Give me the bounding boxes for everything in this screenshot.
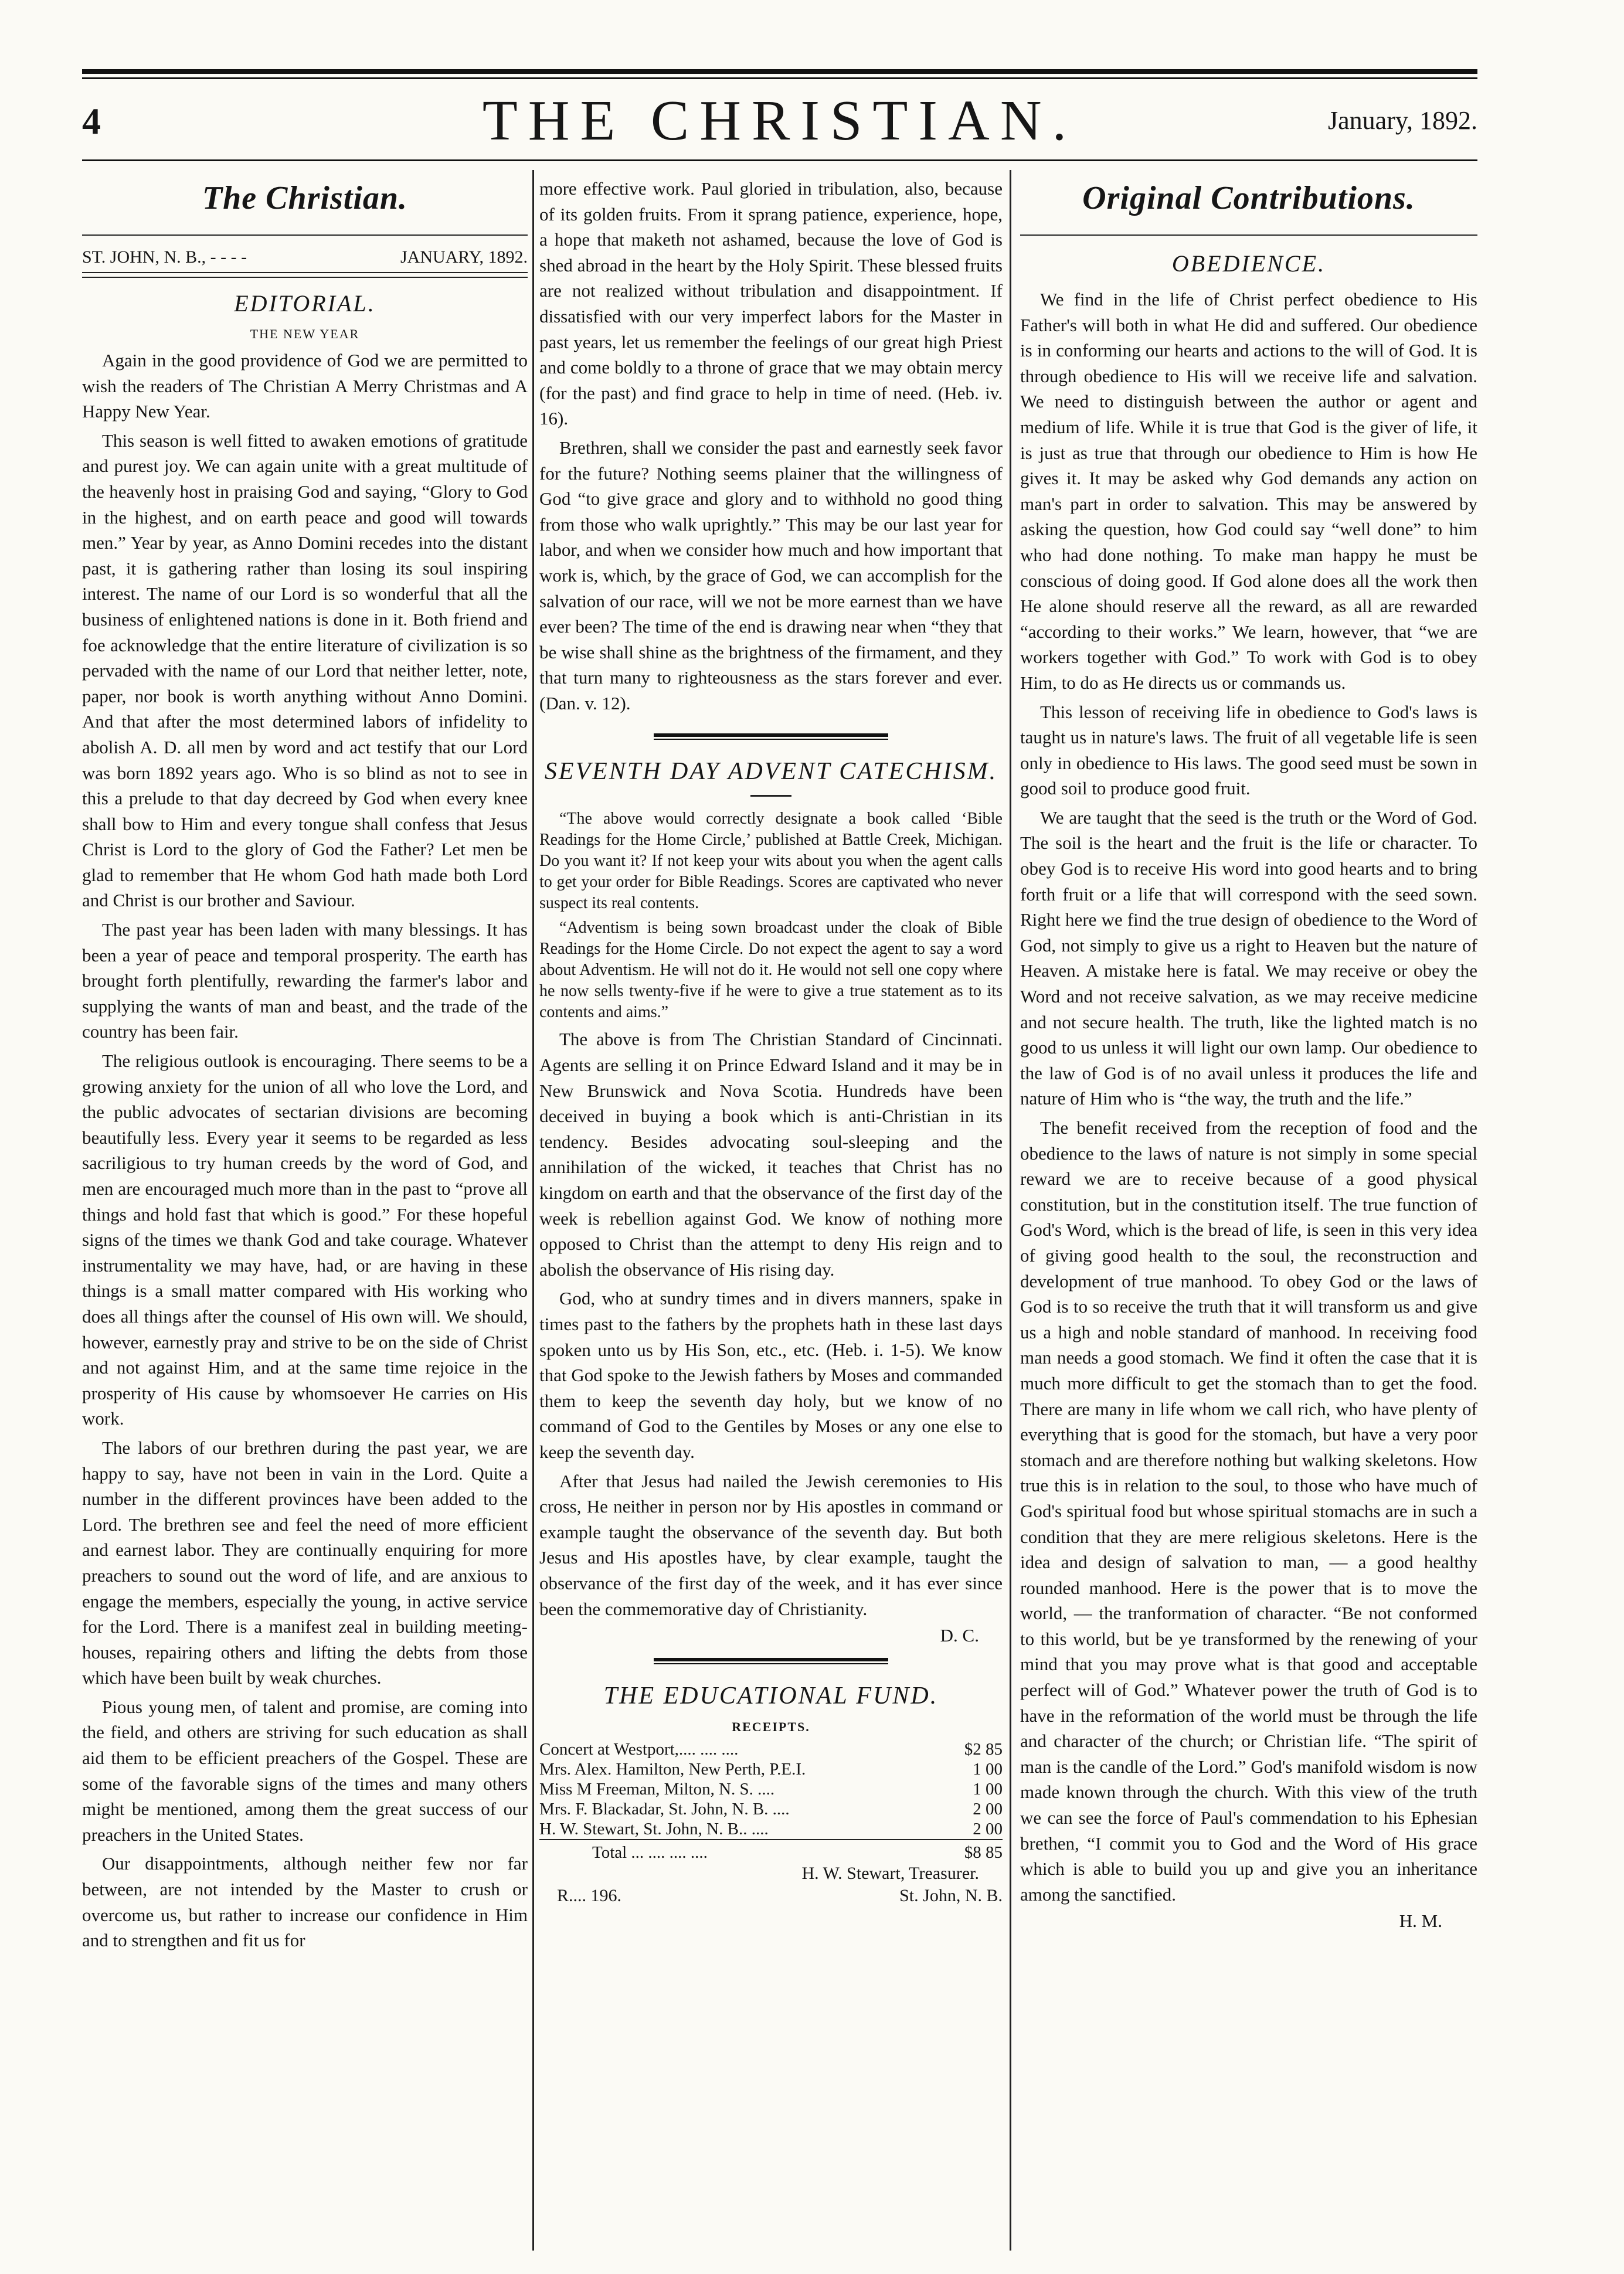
fund-heading: THE EDUCATIONAL FUND. <box>603 1682 939 1710</box>
receipt-amount: $2 85 <box>964 1740 1003 1759</box>
obedience-paragraph: The benefit received from the reception of food and the obedience to the laws of nature is not simply in some special reward we are to receive because of a good physical constitution, but in the constitution itself. The true function of God's Word, which is the bread of life, is seen in this very idea of giving good health to the soul, the reconstruction and development of true manhood. To obey God or the laws of God is to so receive the truth that it will transform us and give us a high and noble standard of manhood. In receiving food man needs a good stomach. We find it often the case that it is much more difficult to get the stomach than to get the food. There are many in life whom we call rich, who have plenty of everything that is good for the stomach, but have a very poor stomach and are therefore nothing but walking skeletons. How true this is in relation to the soul, to those who have much of God's spiritual food but whose spiritual stomachs are in such a condition that they are mere religious skeletons. Here is the idea and design of salvation to man, — a good healthy rounded manhood. Here is the power that is to move the world, — the tranformation of character. “Be not conformed to this world, but be ye transformed by the renewing of your mind that you may prove what is that good and acceptable perfect will of God.” Whatever power the truth of God is to have in the reformation of the world must be through the life and character of the church; or Christian life. “The spirit of man is the candle of the Lord.” God's manifold wisdom is now made known through the church. With this view of the truth we can see the force of Paul's commendation to his Ephesian brethen, “I commit you to God and the Word of His grace which is able to build you up and give you an inheritance among the sanctified. <box>1020 1117 1477 1905</box>
newspaper-title: THE CHRISTIAN. <box>482 89 1078 152</box>
receipt-row <box>539 1739 1003 1759</box>
catechism-paragraph: The above is from The Christian Standard of Cincinnati. Agents are selling it on Prince Edward Island and it may be in New Brunswick and Nova Scotia. Hundreds have been deceived in buying a book which is anti-Christian in its tendency. Besides advocating soul-sleeping and the annihilation of the wicked, it teaches that Christ has no kingdom on earth and that the observance of the first day of the week is rebellion against God. We know of nothing more opposed to Christ than the attempt to deny His reign and to abolish the observance of His rising day. <box>539 1029 1003 1280</box>
nameplate-rule <box>1020 234 1477 236</box>
column-divider-1 <box>532 170 534 2251</box>
dateline-place: ST. JOHN, N. B., - - - - <box>82 247 247 267</box>
editorial-paragraph: Again in the good providence of God we are permitted to wish the readers of The Christian A Merry Christmas and A Happy New Year. <box>82 350 528 422</box>
catechism-signature: D. C. <box>940 1625 979 1646</box>
receipt-name: H. W. Stewart, St. John, N. B.. .... <box>539 1820 769 1839</box>
receipt-amount: 2 00 <box>973 1800 1003 1819</box>
obedience-paragraph: We find in the life of Christ perfect obedience to His Father's will both in what He did and suffered. Our obedience is in conforming our hearts and actions to the will of God. It is through obedience to His will we receive life and salvation. We need to distinguish between the author or agent and medium of life. While it is true that God is the giver of life, it is just as true that through our obedience to Him is how He gives it. It may be asked why God demands any action on man's part in order to salvation. This may be answered by asking the question, how God could say “well done” to him who had done nothing. To make man happy he must be conscious of doing good. If God alone does all the work then He alone should reserve all the reward, as all are rewarded “according to their works.” We learn, however, that “we are workers together with God.” To work with God is to obey Him, to do as He directs us or commands us. <box>1020 289 1477 693</box>
masthead-rule-thin <box>82 77 1477 79</box>
receipts-label: RECEIPTS. <box>732 1719 810 1735</box>
receipt-name: Concert at Westport,.... .... .... <box>539 1740 739 1759</box>
page-number: 4 <box>82 100 101 142</box>
dateline <box>82 244 528 272</box>
masthead-bottom-rule <box>82 159 1477 161</box>
masthead-rule-thick <box>82 69 1477 74</box>
editorial-paragraph: The past year has been laden with many blessings. It has been a year of peace and temporal prosperity. The earth has brought forth plentifully, rewarding the farmer's labor and supplying the wants of man and beast, and the trade of the country has been fair. <box>82 919 528 1042</box>
obedience-paragraph: This lesson of receiving life in obedience to God's laws is taught us in nature's laws. The fruit of all vegetable life is seen only in obedience to His laws. The good seed must be sown in good soil to produce good fruit. <box>1020 701 1477 799</box>
column-3 <box>1020 176 1477 2251</box>
dateline-double-rule <box>82 272 528 278</box>
editorial-paragraph: This season is well fitted to awaken emotions of gratitude and purest joy. We can again unite with a great multitude of the heavenly host in praising God and saying, “Glory to God in the highest, and on earth peace and good will towards men.” Year by year, as Anno Domini recedes into the distant past, it is gathering rather than losing its soul inspiring interest. The name of our Lord is so wonderful that all the business of enlightened nations is done in it. Both friend and foe acknowledge that the entire literature of civilization is so pervaded with the name of our Lord that neither letter, note, paper, nor book is worth anything without Anno Domini. And that after the most determined labors of infidelity to abolish A. D. all men by word and act testify that our Lord was born 1892 years ago. Who is so blind as not to see in this a prelude to that day decreed by God when every knee shall bow to Him and every tongue shall confess that Jesus Christ is Lord to the glory of God the Father? Let men be glad to remember that He whom God hath made both Lord and Christ is our brother and Saviour. <box>82 430 528 911</box>
catechism-heading: SEVENTH DAY ADVENT CATECHISM. <box>544 758 998 786</box>
paper-nameplate: The Christian. <box>202 180 408 216</box>
receipt-total-amount: $8 85 <box>950 1840 1003 1862</box>
obedience-heading: OBEDIENCE. <box>1171 250 1326 277</box>
fund-trailer <box>539 1862 1003 1907</box>
column-divider-2 <box>1010 170 1011 2251</box>
obedience-paragraph: We are taught that the seed is the truth or the Word of God. The soil is the heart and the fruit is the life or character. To obey God is to receive His word into good hearts and to bring forth fruit or a life that will correspond with the seed sown. Right here we find the true design of obedience to the Word of God, not simply to give us a right to Heaven but the nature of Heaven. A mistake here is fatal. We may receive or obey the Word and not receive salvation, as we may receive medicine and not secure health. The truth, like the lighted match is no good to us unless it will light our own lamp. Our obedience to the law of God is of no avail unless it produces the life and nature of Him who is “the way, the truth and the life.” <box>1020 807 1477 1109</box>
catechism-quote: “The above would correctly designate a book called ‘Bible Readings for the Home Circle,’ published at Battle Creek, Michigan. Do you want it? If not keep your wits about you when the agent calls to get your order for Bible Readings. Scores are captivated who never suspect its real contents. <box>539 810 1003 913</box>
catechism-paragraph: God, who at sundry times and in divers manners, spake in times past to the fathers by the prophets hath in these last days spoken unto us by His Son, etc., etc. (Heb. i. 1-5). We know that God spoke to the Jewish fathers by Moses and commanded them to keep the seventh day holy, but we know of no command of God to the Gentiles by Moses or any one else to keep the seventh day. <box>539 1288 1003 1462</box>
editorial-continued-paragraph: more effective work. Paul gloried in tribulation, also, because of its golden fruits. From it sprang patience, experience, hope, a hope that maketh not ashamed, because the love of God is shed abroad in the heart by the Holy Spirit. These blessed fruits are not realized without tribulation and disappointment. If dissatisfied with our very imperfect labors for the Master in past years, let us remember the feelings of our great high Priest and come boldly to a throne of grace that we may obtain mercy (for the past) and find grace to help in time of need. (Heb. iv. 16). <box>539 178 1003 429</box>
receipt-row <box>539 1819 1003 1840</box>
receipt-name: Mrs. Alex. Hamilton, New Perth, P.E.I. <box>539 1760 806 1779</box>
nameplate-rule <box>82 234 528 236</box>
masthead <box>82 88 1477 152</box>
receipt-row <box>539 1779 1003 1799</box>
receipt-amount: 1 00 <box>973 1760 1003 1779</box>
receipt-row <box>539 1759 1003 1779</box>
heading-short-rule <box>750 795 791 797</box>
receipt-amount: 2 00 <box>973 1820 1003 1839</box>
editorial-subheading: THE NEW YEAR <box>250 327 360 341</box>
receipt-name: Mrs. F. Blackadar, St. John, N. B. .... <box>539 1800 790 1819</box>
contributions-nameplate: Original Contributions. <box>1082 180 1415 216</box>
editorial-heading: EDITORIAL. <box>234 290 376 317</box>
dateline-date: JANUARY, 1892. <box>400 247 528 267</box>
trailer-left: R.... 196. <box>557 1886 622 1906</box>
receipt-total-label: Total ... .... .... .... <box>539 1840 950 1862</box>
editorial-paragraph: Pious young men, of talent and promise, are coming into the field, and others are striving for such education as shall aid them to be efficient preachers of the Gospel. These are some of the favorable signs of the times and many others might be mentioned, among them the great success of our preachers in the United States. <box>82 1696 528 1845</box>
obedience-signature: H. M. <box>1399 1911 1442 1932</box>
receipt-row <box>539 1799 1003 1819</box>
catechism-quote: “Adventism is being sown broadcast under the cloak of Bible Readings for the Home Circle. Do not expect the agent to say a word about Adventism. He will not do it. He would not sell one copy where he now sells twenty-five if he were to give a true statement as to its contents and aims.” <box>539 919 1003 1022</box>
catechism-paragraph: After that Jesus had nailed the Jewish ceremonies to His cross, He neither in person nor by His apostles in command or example taught the observance of the seventh day. But both Jesus and His apostles have, by clear example, taught the observance of the first day of the week, and it has ever since been the commemorative day of Christianity. <box>539 1470 1003 1619</box>
editorial-paragraph: The labors of our brethren during the past year, we are happy to say, have not been in vain in the Lord. Quite a number in the different provinces have been added to the Lord. The brethren see and feel the need of more efficient and earnest labor. They are continually enquiring for more preachers to sound out the word of life, and are anxious to engage the members, especially the young, in active service for the Lord. There is a manifest zeal in building meeting-houses, repairing others and lifting the debts from those which have been built by weak churches. <box>82 1437 528 1688</box>
receipt-total-row <box>539 1840 1003 1862</box>
receipts-table <box>539 1739 1003 1862</box>
editorial-paragraph: The religious outlook is encouraging. There seems to be a growing anxiety for the union of all who love the Lord, and the public advocates of sectarian divisions are becoming beautifully less. Every year it seems to be regarded as less sacriligious to try human creeds by the word of God, and men are encouraged much more than in the past to “prove all things and hold fast that which is good.” For these hopeful signs of the times we thank God and take courage. Whatever instrumentality we may have, had, or are having in these things is a small matter compared with His working who does all things after the counsel of His own will. We should, however, earnestly pray and strive to be on the side of Christ and not against Him, and at the same time rejoice in the prosperity of His cause by whomsoever He carries on His work. <box>82 1051 528 1429</box>
treasurer-line: H. W. Stewart, Treasurer. <box>801 1864 979 1884</box>
editorial-paragraph: Our disappointments, although neither few nor far between, are not intended by the Master to crush or overcome us, but rather to increase our confidence in Him and to strengthen and fit us for <box>82 1853 528 1951</box>
section-separator <box>654 1658 888 1664</box>
column-1 <box>82 176 528 2251</box>
editorial-continued-paragraph: Brethren, shall we consider the past and earnestly seek favor for the future? Nothing seems plainer that the willingness of God “to give grace and glory and to withhold no good thing from those who walk uprightly.” This may be our last year for labor, and when we consider how much and how important that work is, which, by the grace of God, we can accomplish for the salvation of our race, will we not be more earnest than we have ever been? The time of the end is drawing near when “they that be wise shall shine as the brightness of the firmament, and they that turn many to righteousness as the stars forever and ever. (Dan. v. 12). <box>539 437 1003 713</box>
trailer-right: St. John, N. B. <box>899 1886 1003 1906</box>
receipt-amount: 1 00 <box>973 1780 1003 1799</box>
column-2 <box>539 176 1003 2251</box>
section-separator <box>654 733 888 740</box>
issue-date: January, 1892. <box>1328 106 1477 135</box>
receipt-name: Miss M Freeman, Milton, N. S. .... <box>539 1780 775 1799</box>
